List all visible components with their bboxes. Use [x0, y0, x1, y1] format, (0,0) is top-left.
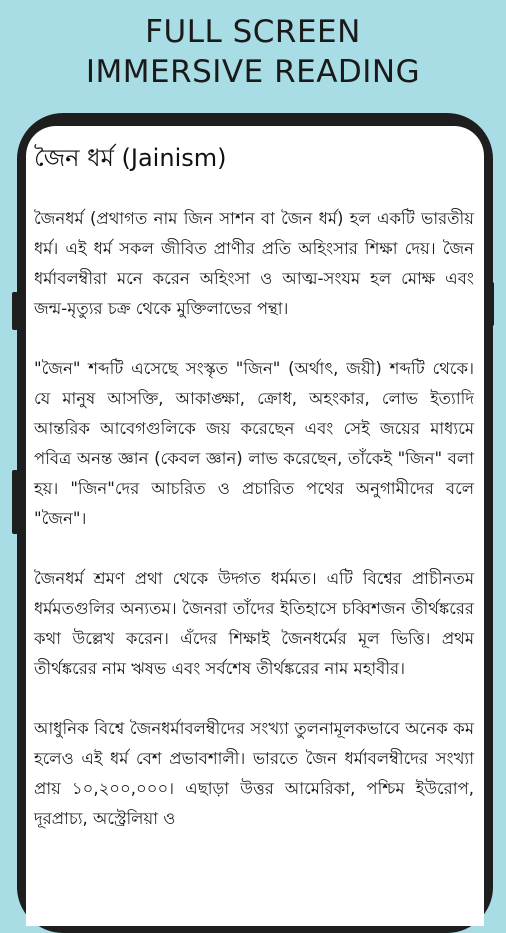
article-paragraph: "জৈন" শব্দটি এসেছে সংস্কৃত "জিন" (অর্থাৎ, জয়ী) শব্দটি থেকে। যে মানুষ আসক্তি, আকাঙ্ক্ষা, ক্রোধ, অহংকার, লোভ ইত্যাদি আন্তরিক আবেগগুলিকে জয় করেছেন এবং সেই জয়ের মাধ্যমে পবিত্র অনন্ত জ্ঞান (কেবল জ্ঞান) লাভ করেছেন, তাঁকেই "জিন" বলা হয়। "জিন"দের আচরিত ও প্রচারিত পথের অনুগামীদের বলে "জৈন"।: [34, 359, 474, 528]
article-paragraph: জৈনধর্ম (প্রথাগত নাম জিন সাশন বা জৈন ধর্ম) হল একটি ভারতীয় ধর্ম। এই ধর্ম সকল জীবিত প্রাণীর প্রতি অহিংসার শিক্ষা দেয়। জৈন ধর্মাবলম্বীরা মনে করেন অহিংসা ও আত্ম-সংযম হল মোক্ষ এবং জন্ম-মৃত্যুর চক্র থেকে মুক্তিলাভের পন্থা।: [34, 209, 474, 318]
article-paragraph: আধুনিক বিশ্বে জৈনধর্মাবলম্বীদের সংখ্যা তুলনামূলকভাবে অনেক কম হলেও এই ধর্ম বেশ প্রভাবশালী। ভারতে জৈন ধর্মাবলম্বীদের সংখ্যা প্রায় ১০,২০০,০০০। এছাড়া উত্তর আমেরিকা, পশ্চিম ইউরোপ, দূরপ্রাচ্য, অস্ট্রেলিয়া ও: [34, 719, 474, 828]
headline-line-1: FULL SCREEN: [145, 14, 361, 50]
article-paragraph: জৈনধর্ম শ্রমণ প্রথা থেকে উদ্গত ধর্মমত। এটি বিশ্বের প্রাচীনতম ধর্মমতগুলির অন্যতম। জৈনরা তাঁদের ইতিহাসে চব্বিশজন তীর্থঙ্করের কথা উল্লেখ করেন। এঁদের শিক্ষাই জৈনধর্মের মূল ভিত্তি। প্রথম তীর্থঙ্করের নাম ঋষভ এবং সর্বশেষ তীর্থঙ্করের নাম মহাবীর।: [34, 569, 474, 678]
article-title: জৈন ধর্ম (Jainism): [34, 144, 227, 172]
promo-headline: [0, 12, 506, 92]
article-body[interactable]: [34, 204, 474, 864]
reader-screen[interactable]: [26, 126, 484, 926]
headline-line-2: IMMERSIVE READING: [85, 54, 421, 90]
